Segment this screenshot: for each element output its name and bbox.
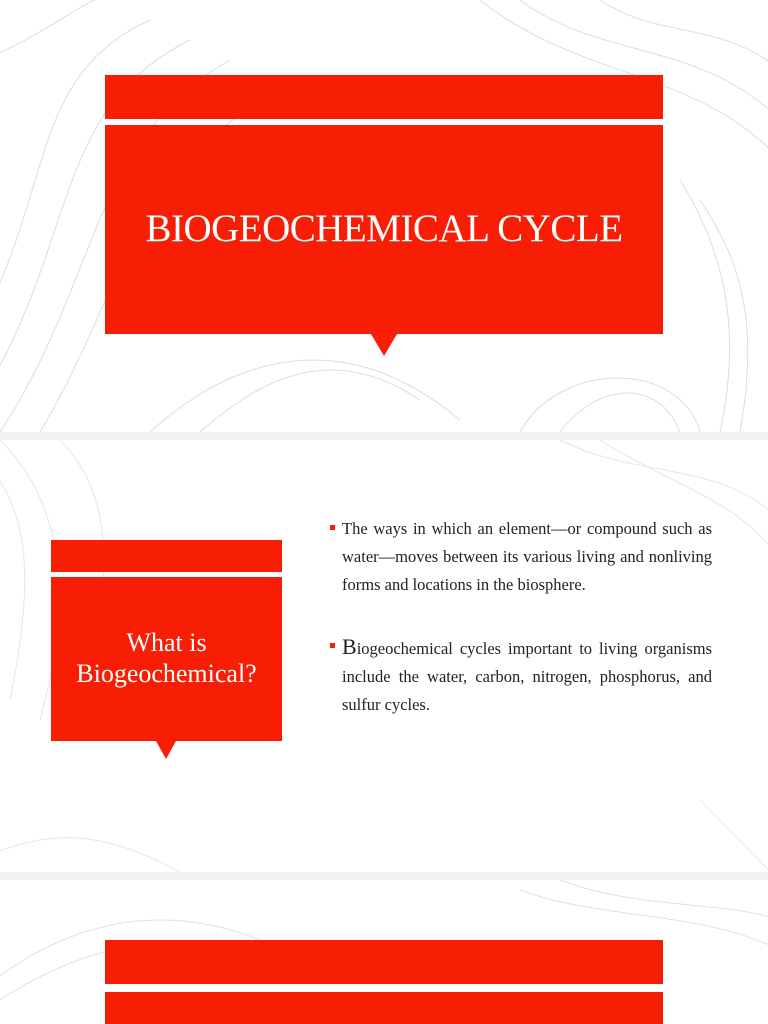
title-banner [105, 125, 663, 334]
bullet-marker [330, 643, 335, 648]
bullet-text: The ways in which an element—or compound such as water—moves between its various living and nonliving forms and locations in the biosphere. [342, 519, 712, 594]
heading-top-bar [51, 540, 282, 572]
bullet-item [330, 515, 712, 599]
next-slide [0, 880, 768, 1024]
slide-title: BIOGEOCHEMICAL CYCLE [145, 207, 623, 250]
banner-pointer [156, 741, 176, 759]
bullet-item [330, 633, 712, 719]
bullet-text: iogeochemical cycles important to living organisms include the water, carbon, nitrogen, phosphorus, and sulfur cycles. [342, 639, 712, 714]
title-slide [0, 0, 768, 432]
heading-line-1: What is [126, 628, 207, 657]
title-top-bar [105, 940, 663, 984]
definition-slide [0, 440, 768, 872]
title-top-bar [105, 75, 663, 119]
slide-heading [51, 627, 282, 689]
heading-line-2: Biogeochemical? [76, 659, 257, 688]
bullet-initial: B [342, 634, 357, 659]
slide-divider [0, 432, 768, 440]
title-banner [105, 992, 663, 1024]
heading-banner [51, 577, 282, 741]
slide-divider [0, 872, 768, 880]
bullet-list [330, 515, 712, 719]
bullet-marker [330, 525, 335, 530]
banner-pointer [371, 334, 397, 356]
